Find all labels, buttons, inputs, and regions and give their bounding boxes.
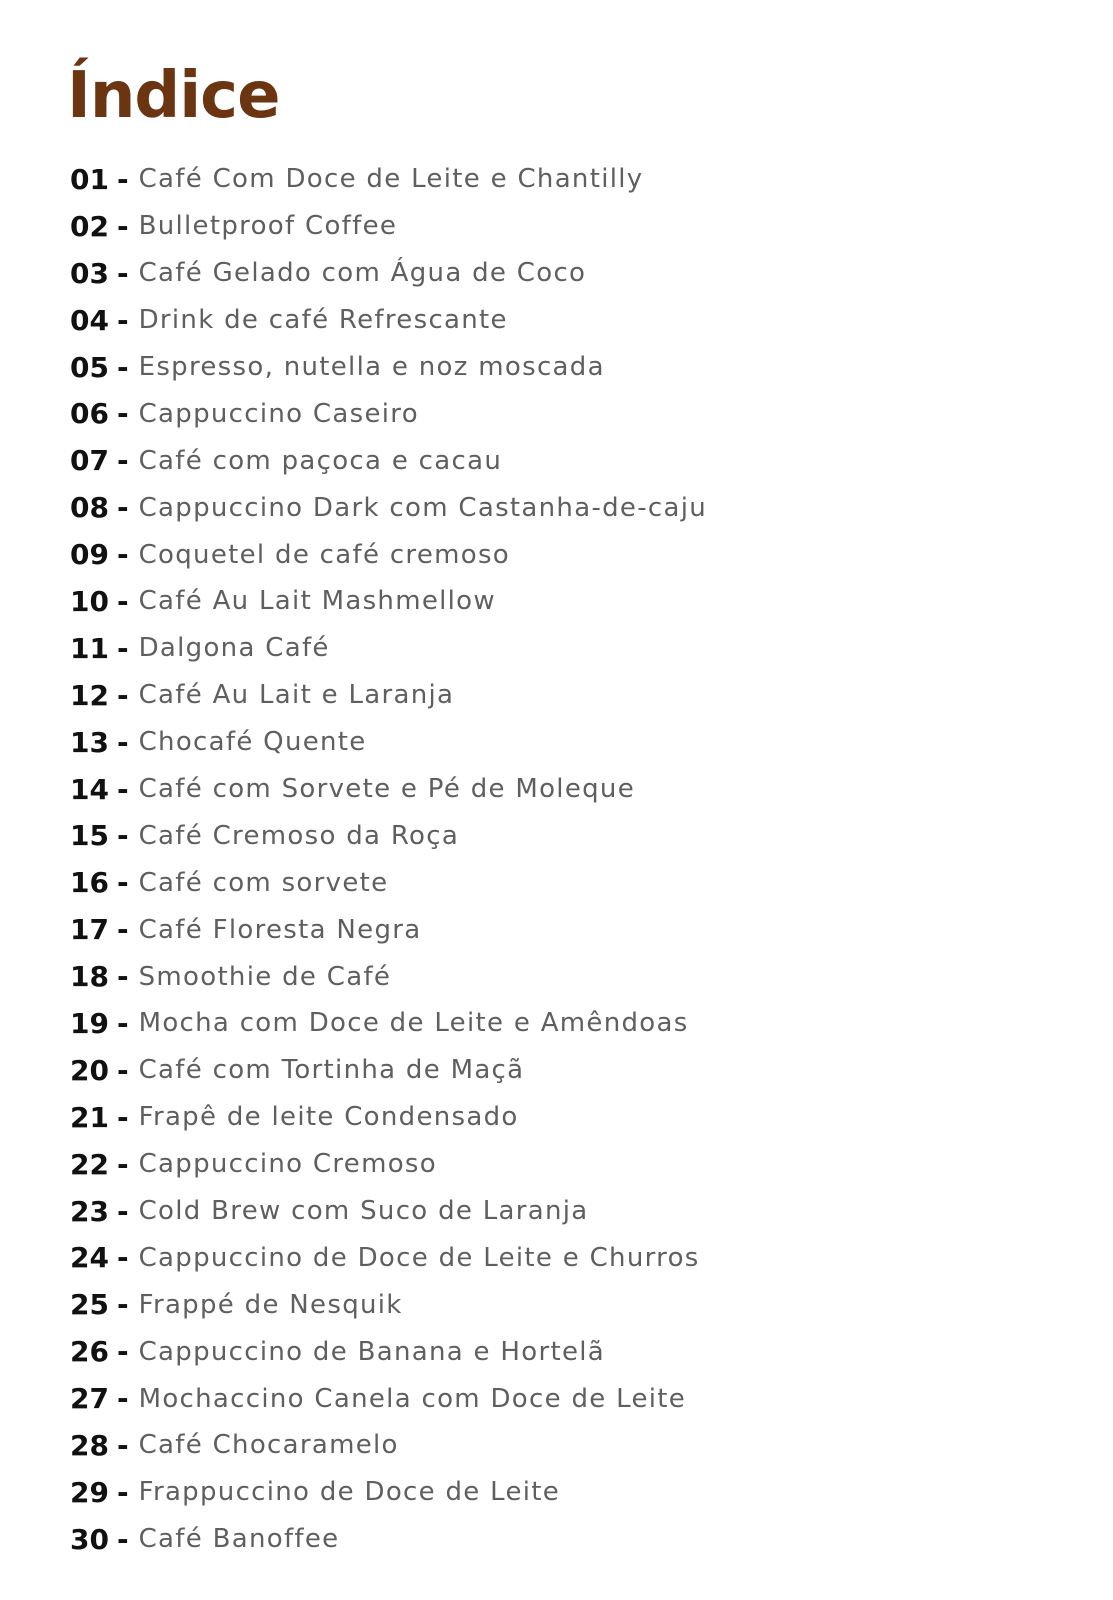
index-item-label: Dalgona Café bbox=[138, 633, 330, 664]
index-item-separator: - bbox=[116, 350, 129, 384]
index-item bbox=[70, 531, 707, 578]
index-item-separator: - bbox=[116, 397, 129, 431]
index-item-label: Café com sorvete bbox=[138, 867, 389, 898]
index-item-separator: - bbox=[116, 1194, 129, 1228]
index-item bbox=[70, 625, 707, 672]
index-item-label: Coquetel de café cremoso bbox=[138, 539, 511, 570]
index-item bbox=[70, 1188, 707, 1235]
index-item-label: Cappuccino de Banana e Hortelã bbox=[138, 1336, 606, 1367]
index-item-label: Chocafé Quente bbox=[138, 727, 367, 758]
index-item-label: Mocha com Doce de Leite e Amêndoas bbox=[138, 1008, 689, 1039]
index-item-number: 25 bbox=[70, 1288, 109, 1322]
index-item bbox=[70, 719, 707, 766]
index-item-number: 30 bbox=[70, 1522, 109, 1556]
index-item-number: 10 bbox=[70, 584, 109, 618]
index-item bbox=[70, 484, 707, 531]
index-list bbox=[70, 156, 707, 1563]
index-item bbox=[70, 156, 707, 203]
index-item-separator: - bbox=[116, 1522, 129, 1556]
index-item bbox=[70, 390, 707, 437]
index-item-label: Cappuccino Caseiro bbox=[138, 398, 419, 429]
index-item-label: Café Chocaramelo bbox=[138, 1430, 399, 1461]
index-item-label: Café Cremoso da Roça bbox=[138, 820, 460, 851]
index-item-label: Café Floresta Negra bbox=[138, 914, 422, 945]
index-item bbox=[70, 203, 707, 250]
index-item-label: Mochaccino Canela com Doce de Leite bbox=[138, 1383, 687, 1414]
index-item-label: Cappuccino de Doce de Leite e Churros bbox=[138, 1242, 700, 1273]
index-item-separator: - bbox=[116, 678, 129, 712]
index-item-label: Frappuccino de Doce de Leite bbox=[138, 1477, 561, 1508]
index-item-label: Cappuccino Dark com Castanha-de-caju bbox=[138, 492, 708, 523]
index-item-number: 09 bbox=[70, 538, 109, 572]
index-item-label: Bulletproof Coffee bbox=[138, 211, 398, 242]
index-item-separator: - bbox=[116, 631, 129, 665]
index-item-number: 02 bbox=[70, 209, 109, 243]
page-title: Índice bbox=[67, 59, 280, 133]
index-item-number: 19 bbox=[70, 1006, 109, 1040]
index-item bbox=[70, 1422, 707, 1469]
index-item bbox=[70, 1281, 707, 1328]
index-item-separator: - bbox=[116, 1006, 129, 1040]
index-item-number: 21 bbox=[70, 1100, 109, 1134]
index-item-number: 18 bbox=[70, 960, 109, 994]
index-item-label: Café Com Doce de Leite e Chantilly bbox=[138, 164, 644, 195]
index-item-separator: - bbox=[116, 1288, 129, 1322]
index-item bbox=[70, 812, 707, 859]
index-item bbox=[70, 859, 707, 906]
index-item-number: 14 bbox=[70, 772, 109, 806]
index-item-separator: - bbox=[116, 1053, 129, 1087]
index-item-number: 08 bbox=[70, 491, 109, 525]
index-item-separator: - bbox=[116, 960, 129, 994]
index-item-number: 26 bbox=[70, 1335, 109, 1369]
index-item bbox=[70, 1000, 707, 1047]
index-item-separator: - bbox=[116, 303, 129, 337]
index-item-separator: - bbox=[116, 538, 129, 572]
index-item-number: 03 bbox=[70, 256, 109, 290]
index-item-label: Café Gelado com Água de Coco bbox=[138, 258, 587, 289]
index-item-number: 04 bbox=[70, 303, 109, 337]
index-item-separator: - bbox=[116, 444, 129, 478]
index-item-number: 24 bbox=[70, 1241, 109, 1275]
index-item-separator: - bbox=[116, 1475, 129, 1509]
index-item-separator: - bbox=[116, 209, 129, 243]
index-item-number: 16 bbox=[70, 866, 109, 900]
index-item-separator: - bbox=[116, 584, 129, 618]
index-item-label: Café com Sorvete e Pé de Moleque bbox=[138, 774, 636, 805]
index-item-label: Café Au Lait Mashmellow bbox=[138, 586, 496, 617]
index-item-number: 06 bbox=[70, 397, 109, 431]
index-item-separator: - bbox=[116, 1382, 129, 1416]
index-item bbox=[70, 1375, 707, 1422]
index-item-separator: - bbox=[116, 866, 129, 900]
index-item bbox=[70, 1047, 707, 1094]
index-item-separator: - bbox=[116, 1428, 129, 1462]
index-item bbox=[70, 906, 707, 953]
index-item-number: 20 bbox=[70, 1053, 109, 1087]
index-item-label: Drink de café Refrescante bbox=[138, 305, 508, 336]
index-item-number: 13 bbox=[70, 725, 109, 759]
index-item bbox=[70, 437, 707, 484]
index-item-label: Espresso, nutella e noz moscada bbox=[138, 352, 605, 382]
index-item-separator: - bbox=[116, 1241, 129, 1275]
index-item-label: Cold Brew com Suco de Laranja bbox=[138, 1196, 589, 1227]
index-item-separator: - bbox=[116, 819, 129, 853]
index-item-number: 23 bbox=[70, 1194, 109, 1228]
index-item-number: 12 bbox=[70, 678, 109, 712]
index-item-number: 28 bbox=[70, 1428, 109, 1462]
index-item bbox=[70, 297, 707, 344]
index-item-separator: - bbox=[116, 1147, 129, 1181]
index-item-separator: - bbox=[116, 491, 129, 525]
index-item-label: Frapê de leite Condensado bbox=[138, 1102, 519, 1133]
index-item-label: Frappé de Nesquik bbox=[138, 1289, 403, 1320]
index-item-number: 05 bbox=[70, 350, 109, 384]
index-item-separator: - bbox=[116, 256, 129, 290]
index-item bbox=[70, 250, 707, 297]
index-item-separator: - bbox=[116, 1100, 129, 1134]
index-item-number: 22 bbox=[70, 1147, 109, 1181]
index-item bbox=[70, 1469, 707, 1516]
index-item-separator: - bbox=[116, 1335, 129, 1369]
index-item-number: 29 bbox=[70, 1475, 109, 1509]
index-item-label: Smoothie de Café bbox=[138, 961, 392, 992]
index-item bbox=[70, 672, 707, 719]
index-item bbox=[70, 1328, 707, 1375]
index-item-number: 11 bbox=[70, 631, 109, 665]
index-item-separator: - bbox=[116, 162, 129, 196]
index-item-number: 01 bbox=[70, 162, 109, 196]
index-item bbox=[70, 766, 707, 813]
index-item-number: 07 bbox=[70, 444, 109, 478]
index-item-separator: - bbox=[116, 725, 129, 759]
index-item-label: Café Au Lait e Laranja bbox=[138, 680, 455, 711]
index-item-separator: - bbox=[116, 772, 129, 806]
index-item bbox=[70, 1141, 707, 1188]
index-item bbox=[70, 1234, 707, 1281]
index-item bbox=[70, 1516, 707, 1563]
index-item-label: Café com Tortinha de Maçã bbox=[138, 1055, 525, 1086]
index-item-number: 15 bbox=[70, 819, 109, 853]
index-item-separator: - bbox=[116, 913, 129, 947]
index-item-label: Café Banoffee bbox=[138, 1524, 340, 1555]
index-item-number: 27 bbox=[70, 1382, 109, 1416]
index-item-label: Café com paçoca e cacau bbox=[138, 445, 503, 476]
index-item bbox=[70, 578, 707, 625]
index-item-label: Cappuccino Cremoso bbox=[138, 1149, 437, 1180]
index-item-number: 17 bbox=[70, 913, 109, 947]
index-item bbox=[70, 953, 707, 1000]
index-item bbox=[70, 344, 707, 391]
index-item bbox=[70, 1094, 707, 1141]
